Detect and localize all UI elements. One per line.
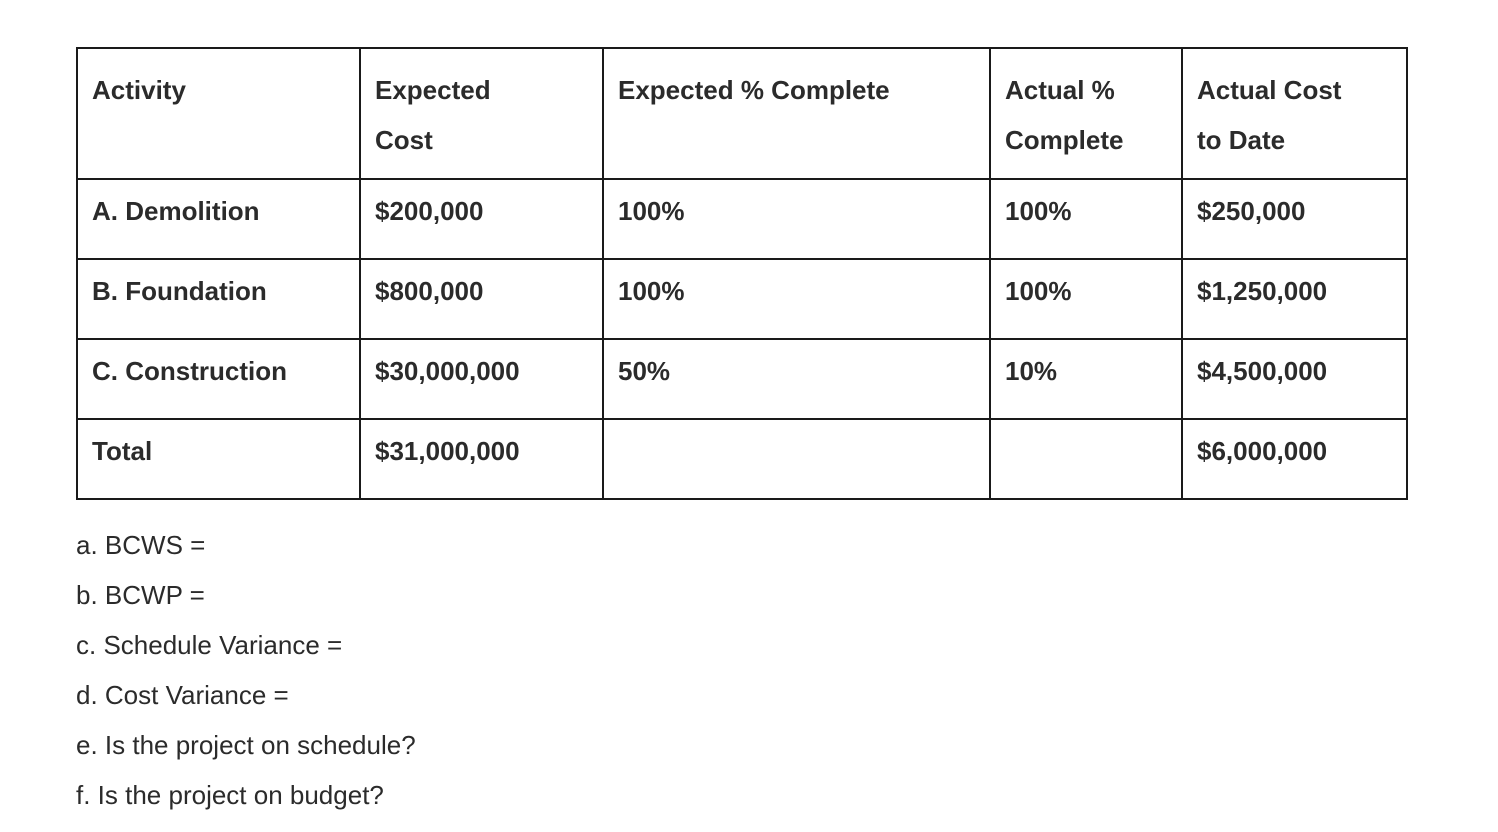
cell-expected-cost: $30,000,000 <box>360 339 603 419</box>
project-cost-table-container <box>76 47 1408 500</box>
header-actual-cost-line-2: to Date <box>1197 125 1286 155</box>
cell-actual-cost: $1,250,000 <box>1182 259 1407 339</box>
cell-actual-cost: $250,000 <box>1182 179 1407 259</box>
cell-actual-pct <box>990 419 1182 499</box>
table-row-demolition <box>77 179 1407 259</box>
cell-expected-cost: $31,000,000 <box>360 419 603 499</box>
cell-expected-cost: $800,000 <box>360 259 603 339</box>
cell-actual-pct: 10% <box>990 339 1182 419</box>
project-cost-table <box>76 47 1408 500</box>
cell-actual-cost: $6,000,000 <box>1182 419 1407 499</box>
header-actual-pct-complete <box>990 48 1182 179</box>
cell-activity: C. Construction <box>77 339 360 419</box>
cell-expected-pct: 100% <box>603 259 990 339</box>
question-bcws: a. BCWS = <box>76 530 206 560</box>
header-activity-line-1: Activity <box>92 75 186 105</box>
cell-expected-pct: 100% <box>603 179 990 259</box>
table-header-row <box>77 48 1407 179</box>
header-expected-pct-complete <box>603 48 990 179</box>
table-row-foundation <box>77 259 1407 339</box>
header-expected-pct-line-1: Expected % Complete <box>618 75 890 105</box>
header-actual-pct-line-1: Actual % <box>1005 75 1115 105</box>
question-cost-variance: d. Cost Variance = <box>76 680 289 710</box>
cell-expected-pct <box>603 419 990 499</box>
question-on-budget: f. Is the project on budget? <box>76 780 384 810</box>
cell-activity: A. Demolition <box>77 179 360 259</box>
header-actual-pct-line-2: Complete <box>1005 125 1124 155</box>
question-bcwp: b. BCWP = <box>76 580 205 610</box>
header-expected-cost-line-1: Expected <box>375 75 491 105</box>
cell-expected-cost: $200,000 <box>360 179 603 259</box>
header-activity <box>77 48 360 179</box>
table-row-total <box>77 419 1407 499</box>
header-actual-cost-line-1: Actual Cost <box>1197 75 1342 105</box>
header-actual-cost-to-date <box>1182 48 1407 179</box>
question-list <box>76 520 416 820</box>
cell-actual-pct: 100% <box>990 179 1182 259</box>
header-expected-cost <box>360 48 603 179</box>
cell-actual-pct: 100% <box>990 259 1182 339</box>
cell-actual-cost: $4,500,000 <box>1182 339 1407 419</box>
header-expected-cost-line-2: Cost <box>375 125 433 155</box>
cell-activity: Total <box>77 419 360 499</box>
cell-expected-pct: 50% <box>603 339 990 419</box>
question-on-schedule: e. Is the project on schedule? <box>76 730 416 760</box>
cell-activity: B. Foundation <box>77 259 360 339</box>
question-schedule-variance: c. Schedule Variance = <box>76 630 343 660</box>
table-row-construction <box>77 339 1407 419</box>
